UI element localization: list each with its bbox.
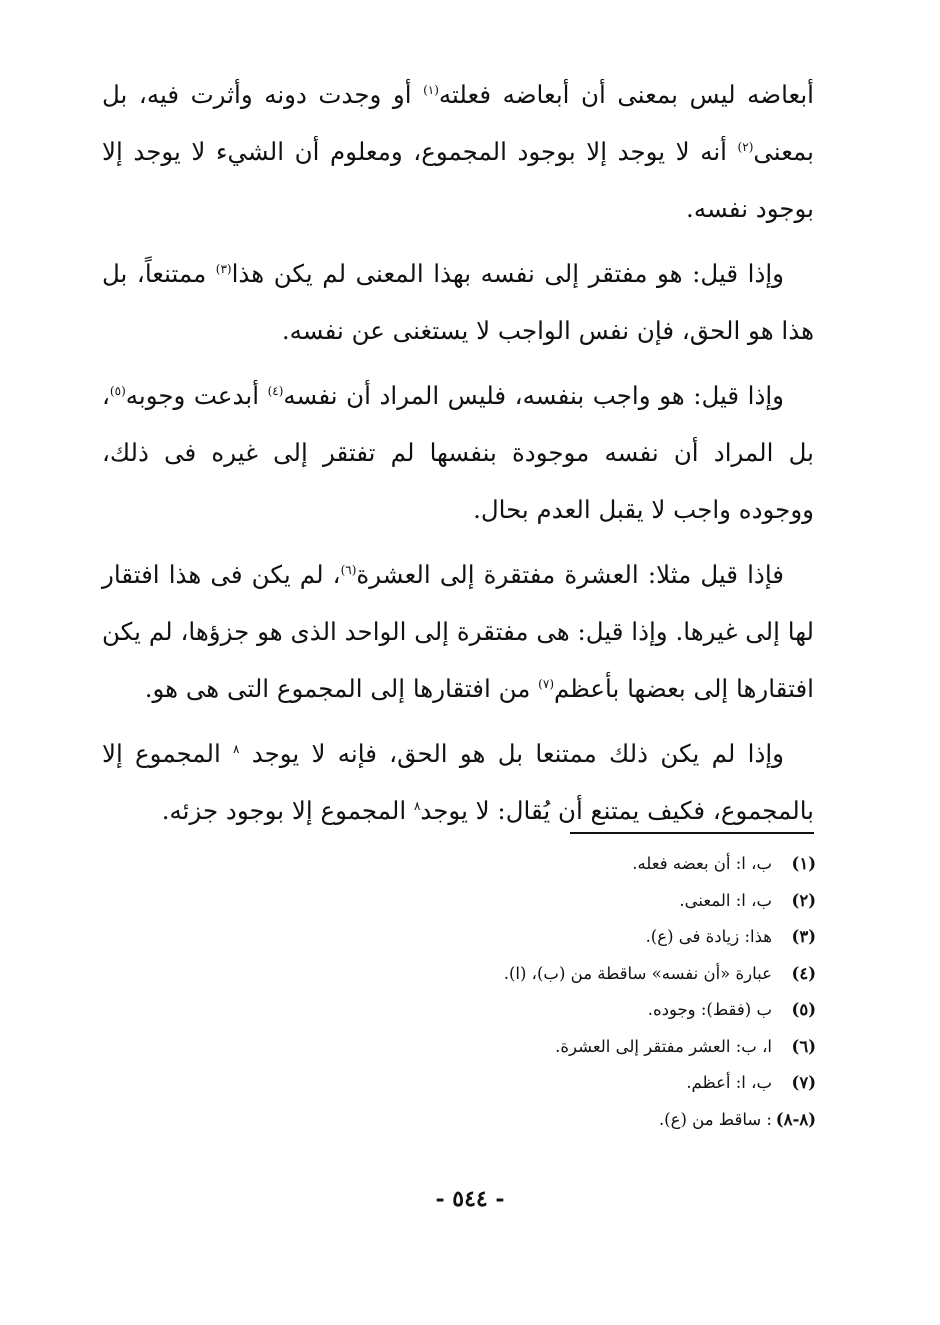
- footnote: [296, 992, 816, 1029]
- paragraph-text: أبعاضه ليس بمعنى أن أبعاضه فعلته: [438, 80, 814, 109]
- footnote-marker: (١): [423, 82, 439, 97]
- footnote: [296, 1065, 816, 1102]
- paragraph-text: ، بل المراد أن نفسه موجودة بنفسها لم تفتقر إلى غيره فى ذلك، ووجوده واجب لا يقبل العدم بحال.: [102, 381, 814, 524]
- footnote-text: ب، ا: المعنى.: [679, 890, 772, 910]
- footnote-marker: (٣): [215, 261, 232, 276]
- paragraph-text: وإذا لم يكن ذلك ممتنعا بل هو الحق، فإنه لا يوجد: [239, 739, 784, 768]
- page-number: - ٥٤٤ -: [435, 1186, 505, 1212]
- paragraph-text: المجموع إلا بالمجموع، فكيف يمتنع أن يُقال: لا يوجد: [102, 739, 814, 825]
- paragraph-text: ممتنعاً، بل هذا هو الحق، فإن نفس الواجب لا يستغنى عن نفسه.: [102, 259, 814, 345]
- paragraph: [102, 245, 814, 359]
- footnotes-list: [296, 846, 816, 1138]
- paragraph-text: أنه لا يوجد إلا بوجود المجموع، ومعلوم أن الشيء لا يوجد إلا بوجود نفسه.: [102, 137, 814, 223]
- footnote: [296, 1102, 816, 1139]
- footnote-number: (٧): [791, 1073, 816, 1092]
- footnote: [296, 1029, 816, 1066]
- paragraph: [102, 546, 814, 717]
- footnote-number: (٢): [791, 890, 816, 910]
- footnote-marker: (٦): [340, 562, 357, 577]
- paragraph-text: أو وجدت دونه وأثرت فيه، بل بمعنى: [102, 80, 814, 166]
- paragraph: [102, 66, 814, 237]
- footnote-marker: (٥): [109, 383, 126, 398]
- paragraph-text: من افتقارها إلى المجموع التى هى هو.: [144, 674, 539, 703]
- footnote-text: ب، ا: أن بعضه فعله.: [632, 854, 772, 873]
- footnote-number: (٦): [791, 1036, 816, 1056]
- footnote-marker: ٨: [413, 798, 421, 813]
- footnote-text: عبارة «أن نفسه» ساقطة من (ب)، (ا).: [503, 963, 772, 983]
- footnote: [296, 919, 816, 956]
- footnote-text: هذا: زيادة فى (ع).: [645, 927, 772, 946]
- footnote: [296, 956, 816, 993]
- footnote-number: (٥): [791, 1000, 816, 1019]
- footnote-number: (٣): [791, 927, 816, 946]
- footnote-marker: ٨: [233, 741, 240, 756]
- paragraph: [102, 725, 814, 839]
- footnote-text: ا، ب: العشر مفتقر إلى العشرة.: [555, 1036, 772, 1056]
- paragraph-text: ، لم يكن فى هذا افتقار لها إلى غيرها. وإذا قيل: هى مفتقرة إلى الواحد الذى هو جزؤها، لم يكن افتقارها إلى بعضها بأعظم: [102, 560, 814, 703]
- paragraph-text: المجموع إلا بوجود جزئه.: [161, 796, 414, 825]
- paragraph-text: فإذا قيل مثلا: العشرة مفتقرة إلى العشرة: [356, 560, 784, 589]
- main-text: [102, 66, 814, 839]
- footnote-marker: (٢): [737, 139, 754, 154]
- footnote-text: ب، ا: أعظم.: [686, 1073, 772, 1092]
- footnote-number: (١): [791, 854, 816, 873]
- paragraph-text: وإذا قيل: هو واجب بنفسه، فليس المراد أن نفسه: [283, 381, 784, 410]
- paragraph: [102, 367, 814, 538]
- paragraph-text: وإذا قيل: هو مفتقر إلى نفسه بهذا المعنى لم يكن هذا: [231, 259, 784, 288]
- footnote: [296, 883, 816, 920]
- footnote-text: ب (فقط): وجوده.: [647, 1000, 772, 1019]
- paragraph-text: أبدعت وجوبه: [125, 381, 268, 410]
- footnote: [296, 846, 816, 883]
- footnote-marker: (٧): [538, 676, 554, 691]
- footnote-separator: [570, 832, 814, 834]
- footnote-marker: (٤): [267, 383, 284, 398]
- footnote-number: (٤): [791, 963, 816, 983]
- footnote-number: (٨-٨): [775, 1109, 816, 1129]
- footnote-text: : ساقط من (ع).: [658, 1109, 772, 1129]
